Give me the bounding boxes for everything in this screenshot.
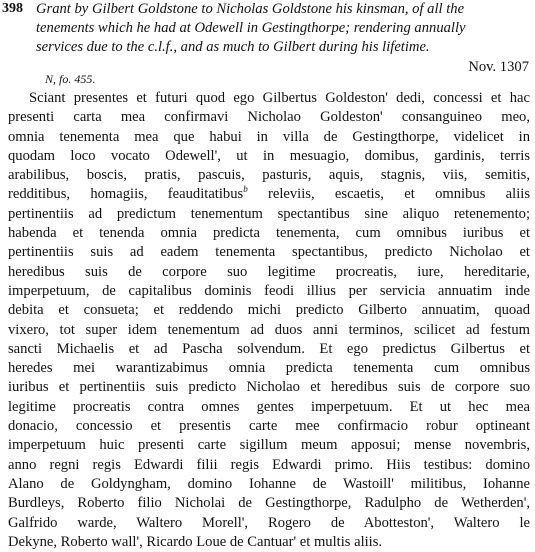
entry-heading bbox=[36, 0, 530, 57]
heading-line: Grant by Gilbert Goldstone to Nicholas Goldstone his kinsman, of all the bbox=[36, 1, 465, 17]
text-line bbox=[8, 185, 530, 204]
text-line: debita et consueta; et reddendo michi predicto Gilberto annuatim, quoad bbox=[8, 302, 530, 319]
text-line: omnia tenementa mea que habui in villa de Gestingthorpe, videlicet in bbox=[8, 128, 530, 145]
text-line: heredibus suis de corpore suo legitime procreatis, iure, hereditarie, bbox=[8, 263, 530, 280]
text-fragment: releviis, escaetis, et omnibus aliis bbox=[247, 186, 530, 203]
charter-text bbox=[8, 89, 530, 552]
text-line: sancti Michaelis et ad Pascha solvendum. Et ego predictus Gilbertus et bbox=[8, 340, 530, 357]
text-line: pertinentiis ad predictum tenementum spectantibus sine aliquo retenemento; bbox=[8, 205, 530, 222]
heading-line: services due to the c.l.f., and as much to Gilbert during his lifetime. bbox=[36, 39, 430, 55]
text-line: arabilibus, boscis, pratis, pascuis, pasturis, aquis, stagnis, viis, semitis, bbox=[8, 167, 530, 184]
text-line: imperpetuum, de capitalibus dominis feodi illius per servicia annuatim inde bbox=[8, 282, 530, 299]
text-line: presenti carta mea confirmavi Nicholao Goldeston' consanguineo meo, bbox=[8, 109, 530, 126]
heading-line: tenements which he had at Odewell in Gestingthorpe; rendering annually bbox=[36, 20, 466, 36]
text-line: Galfrido warde, Waltero Morell', Rogero de Abotteston', Waltero le bbox=[8, 514, 530, 531]
text-line: Sciant presentes et futuri quod ego Gilbertus Goldeston' dedi, concessi et hac bbox=[29, 90, 530, 106]
text-line: donacio, concessio et presentis carte mee confirmacio robur optineant bbox=[8, 418, 530, 435]
text-line: Burdleys, Roberto filio Nicholai de Gestingthorpe, Radulpho de Wetherden', bbox=[8, 495, 530, 512]
text-line: heredes mei warantizabimus omnia predicta tenementa cum omnibus bbox=[8, 360, 530, 377]
text-line: Alano de Goldyngham, domino Iohanne de Wastoill' militibus, Iohanne bbox=[8, 475, 530, 492]
entry-date: Nov. 1307 bbox=[468, 59, 529, 75]
text-line: iuribus et pertinentiis suis predicto Nicholao et heredibus suis de corpore suo bbox=[8, 379, 530, 396]
text-line: legitime procreatis contra omnes gentes imperpetuum. Et ut hec mea bbox=[8, 398, 530, 415]
entry-number: 398 bbox=[2, 1, 23, 16]
text-line: pertinentiis suis ad eadem tenementa spectantibus, predicto Nicholao et bbox=[8, 244, 530, 261]
text-line: vixero, tot super idem tenementum ad duos anni terminos, scilicet ad festum bbox=[8, 321, 530, 338]
text-line: habenda et tenenda omnia predicta tenementa, cum omnibus iuribus et bbox=[8, 225, 530, 242]
text-line: Dekyne, Roberto wall', Ricardo Loue de Cantuar' et multis aliis. bbox=[8, 533, 383, 550]
text-line: quodam loco vocato Odewell', ut in mesuagio, domibus, gardinis, terris bbox=[8, 147, 530, 164]
source-reference: N, fo. 455. bbox=[45, 72, 96, 86]
text-line: anno regni regis Edwardi filii regis Edwardi primo. Hiis testibus: domino bbox=[8, 456, 530, 473]
footnote-marker: b bbox=[243, 184, 248, 195]
text-line: imperpetuum huic presenti carte sigillum meum apposui; mense novembris, bbox=[8, 437, 530, 454]
text-fragment: redditibus, homagiis, feauditatibus bbox=[8, 186, 244, 203]
